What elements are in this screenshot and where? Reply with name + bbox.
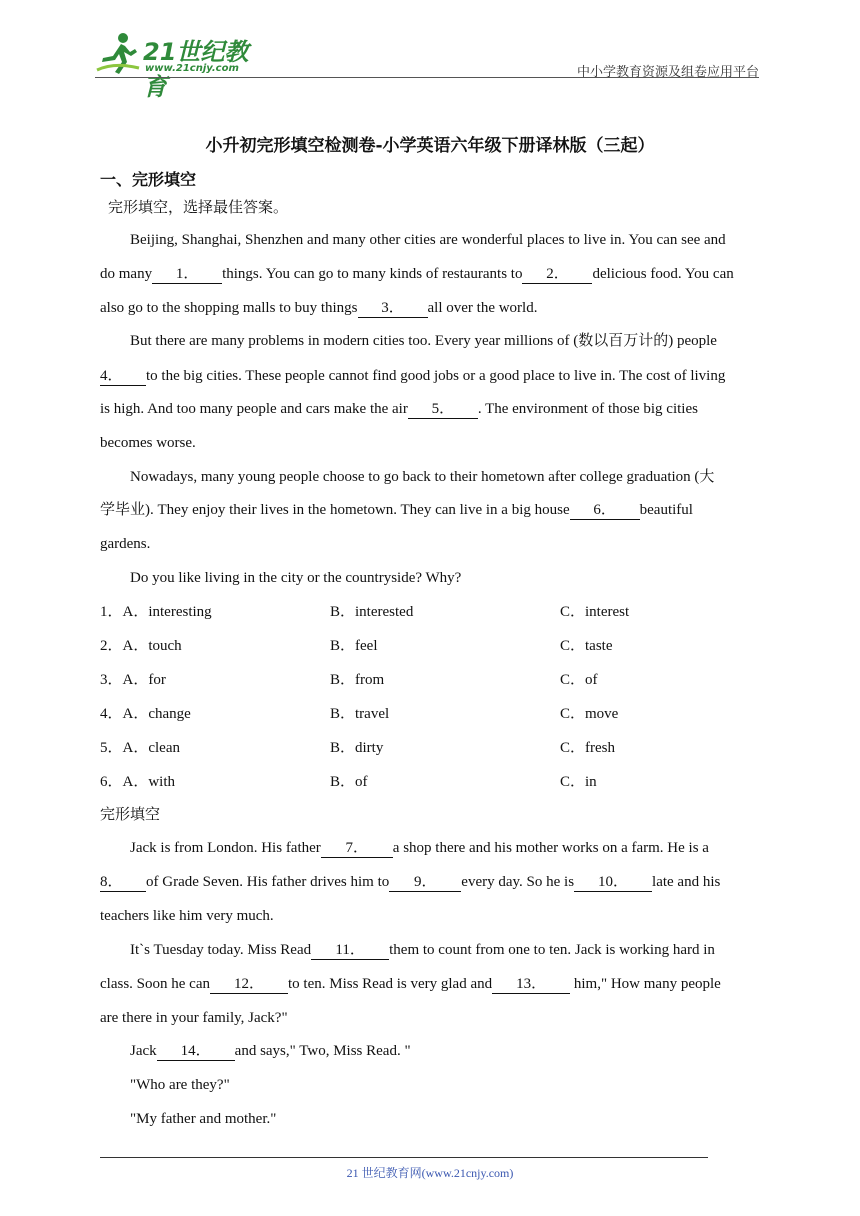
option-b[interactable]: B．from — [330, 672, 385, 688]
passage-line: 学毕业). They enjoy their lives in the hometown. They can live in a big house 6． beautiful — [100, 502, 693, 518]
logo — [95, 30, 265, 101]
blank-3[interactable]: 3． — [358, 300, 428, 318]
header-divider — [95, 77, 759, 78]
passage-line: "My father and mother." — [130, 1111, 277, 1127]
passage-line: is high. And too many people and cars make the air 5． . The environment of those big cities — [100, 401, 698, 417]
option-a[interactable]: A．touch — [122, 638, 182, 654]
option-b[interactable]: B．feel — [330, 638, 378, 654]
option-a[interactable]: A．with — [122, 774, 176, 790]
blank-1[interactable]: 1． — [152, 266, 222, 284]
blank-8[interactable]: 8． — [100, 874, 146, 892]
logo-text: 21世纪教育 — [143, 38, 249, 101]
option-b[interactable]: B．interested — [330, 604, 414, 620]
option-b[interactable]: B．dirty — [330, 740, 384, 756]
instruction-2: 完形填空 — [100, 807, 161, 823]
passage-line: Do you like living in the city or the countryside? Why? — [130, 570, 462, 586]
blank-9[interactable]: 9． — [389, 874, 461, 892]
option-a[interactable]: A．interesting — [122, 604, 212, 620]
blank-10[interactable]: 10． — [574, 874, 652, 892]
blank-4[interactable]: 4． — [100, 368, 146, 386]
footer-divider — [100, 1157, 708, 1158]
section-heading: 一、完形填空 — [100, 170, 197, 189]
blank-7[interactable]: 7． — [321, 840, 393, 858]
passage-line: But there are many problems in modern cities too. Every year millions of (数以百万计的) people — [130, 333, 717, 349]
option-c[interactable]: C．move — [560, 706, 619, 722]
passage-line: It`s Tuesday today. Miss Read 11． them to count from one to ten. Jack is working hard in — [130, 942, 715, 958]
option-c[interactable]: C．in — [560, 774, 597, 790]
option-row-2: 2．A．touch — [100, 638, 182, 654]
blank-14[interactable]: 14． — [157, 1043, 235, 1061]
passage-line: Nowadays, many young people choose to go back to their hometown after college graduation (大 — [130, 469, 715, 485]
passage-line: do many 1． things. You can go to many kinds of restaurants to 2． delicious food. You can — [100, 266, 734, 282]
option-a[interactable]: A．clean — [122, 740, 180, 756]
passage-line: class. Soon he can 12． to ten. Miss Read is very glad and 13． him," How many people — [100, 976, 721, 992]
option-row-5: 5．A．clean — [100, 740, 180, 756]
option-row-1: 1．A．interesting — [100, 604, 212, 620]
option-a[interactable]: A．change — [122, 706, 191, 722]
passage-line: "Who are they?" — [130, 1077, 230, 1093]
logo-url: www.21cnjy.com — [145, 63, 239, 74]
blank-12[interactable]: 12． — [210, 976, 288, 994]
platform-label: 中小学教育资源及组卷应用平台 — [576, 64, 759, 79]
page-title: 小升初完形填空检测卷-小学英语六年级下册译林版（三起） — [205, 136, 655, 156]
passage-line: also go to the shopping malls to buy things 3． all over the world. — [100, 300, 538, 316]
option-row-4: 4．A．change — [100, 706, 191, 722]
option-c[interactable]: C．interest — [560, 604, 630, 620]
passage-line: Jack is from London. His father 7． a shop there and his mother works on a farm. He is a — [130, 840, 709, 856]
passage-line: Beijing, Shanghai, Shenzhen and many other cities are wonderful places to live in. You can see and — [130, 232, 726, 248]
passage-line: 8． of Grade Seven. His father drives him to 9． every day. So he is 10． late and his — [100, 874, 721, 890]
blank-6[interactable]: 6． — [570, 502, 640, 520]
option-b[interactable]: B．of — [330, 774, 368, 790]
blank-5[interactable]: 5． — [408, 401, 478, 419]
passage-line: 4． to the big cities. These people cannot find good jobs or a good place to live in. The cost of living — [100, 368, 726, 384]
option-row-3: 3．A．for — [100, 672, 166, 688]
passage-line: gardens. — [100, 536, 151, 552]
passage-line: becomes worse. — [100, 435, 196, 451]
passage-line: are there in your family, Jack?" — [100, 1010, 288, 1026]
blank-2[interactable]: 2． — [522, 266, 592, 284]
instruction-1: 完形填空，选择最佳答案。 — [108, 200, 289, 216]
page-footer[interactable]: 21 世纪教育网(www.21cnjy.com) — [346, 1166, 514, 1180]
passage-line: teachers like him very much. — [100, 908, 274, 924]
blank-11[interactable]: 11． — [311, 942, 389, 960]
blank-13[interactable]: 13． — [492, 976, 570, 994]
runner-logo-icon — [95, 32, 141, 76]
option-c[interactable]: C．of — [560, 672, 598, 688]
page-header — [95, 30, 759, 101]
option-row-6: 6．A．with — [100, 774, 176, 790]
passage-line: Jack 14． and says," Two, Miss Read. " — [130, 1043, 411, 1059]
option-c[interactable]: C．fresh — [560, 740, 615, 756]
option-b[interactable]: B．travel — [330, 706, 390, 722]
option-a[interactable]: A．for — [122, 672, 166, 688]
option-c[interactable]: C．taste — [560, 638, 613, 654]
